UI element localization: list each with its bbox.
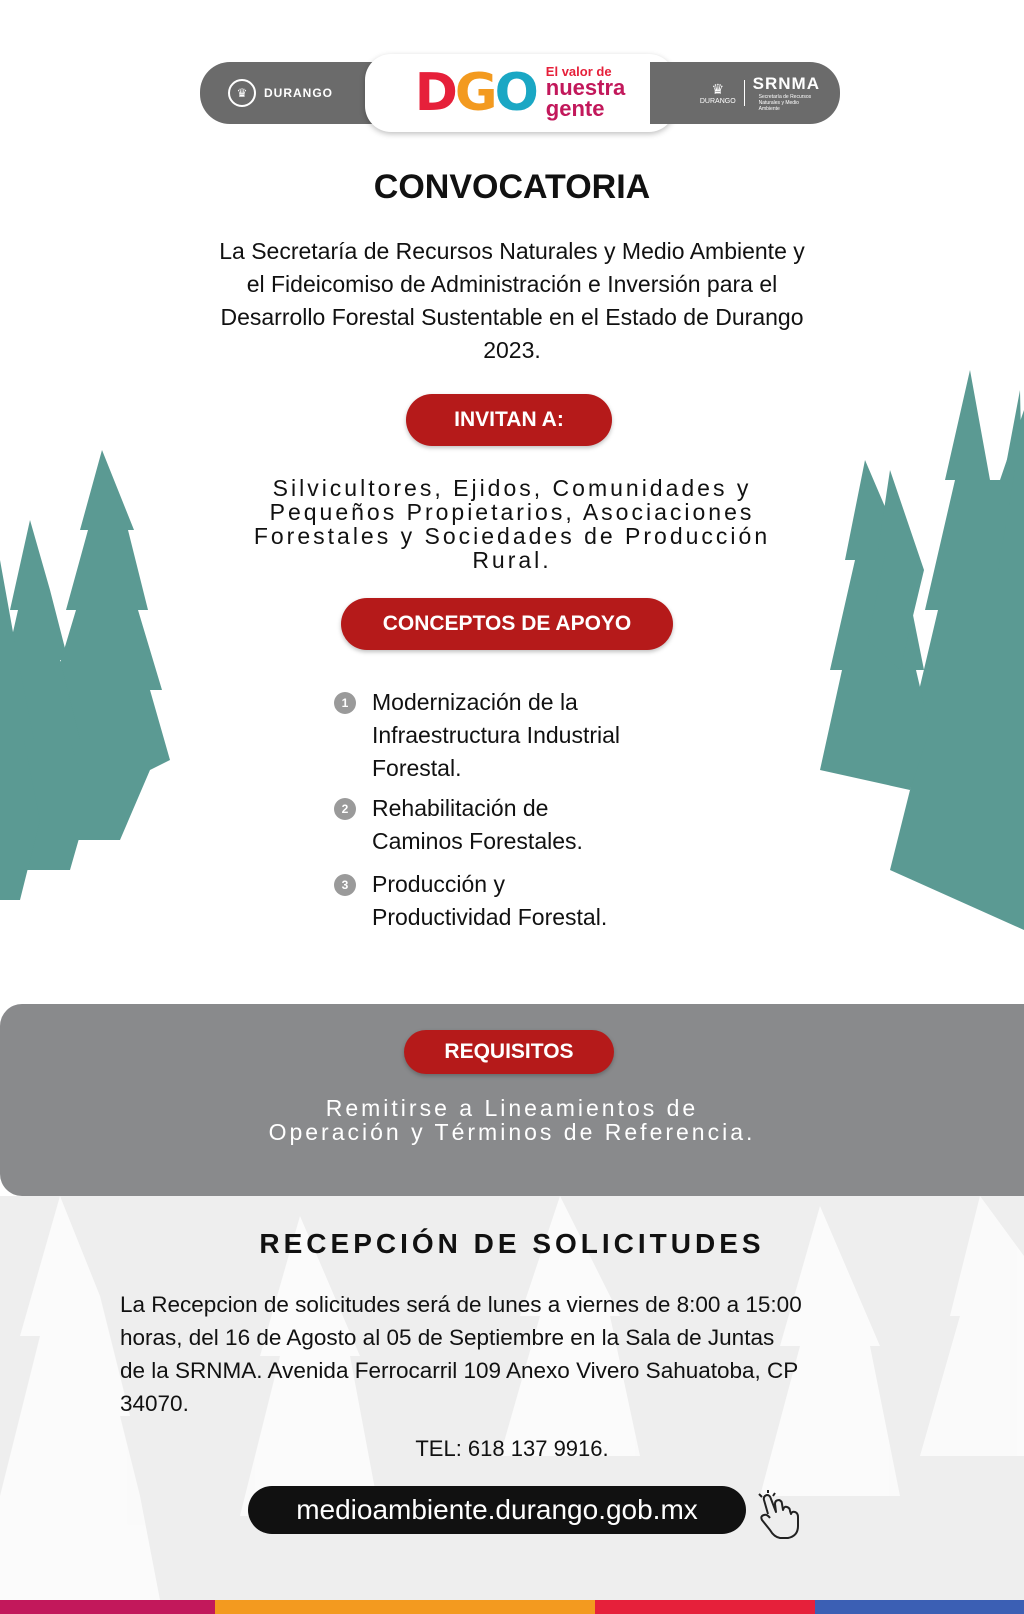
hand-pointer-icon — [756, 1490, 814, 1542]
phone-number: TEL: 618 137 9916. — [415, 1436, 609, 1461]
list-item — [334, 792, 734, 858]
right-trees-illustration — [820, 370, 1024, 950]
intro-paragraph — [170, 235, 854, 367]
logo-divider — [744, 80, 745, 106]
intro-line: 2023. — [483, 337, 541, 363]
srnma-logo — [650, 62, 840, 124]
requisitos-line: Remitirse a Lineamientos de — [325, 1095, 699, 1121]
invitados-line: Pequeños Propietarios, Asociaciones — [269, 499, 755, 525]
recepcion-line: La Recepcion de solicitudes será de lunes a viernes de 8:00 a 15:00 — [120, 1292, 802, 1317]
list-item-line: Forestal. — [372, 755, 462, 781]
recepcion-line: horas, del 16 de Agosto al 05 de Septiembre en la Sala de Juntas — [120, 1325, 775, 1350]
list-item — [334, 868, 734, 934]
recepcion-line: 34070. — [120, 1391, 189, 1416]
list-item — [334, 686, 734, 785]
list-item-line: Caminos Forestales. — [372, 828, 583, 854]
slogan-line-1: El valor de — [545, 63, 612, 79]
dgo-wordmark: DGO — [414, 63, 536, 123]
header-logo-bar — [200, 58, 840, 128]
requisitos-text — [160, 1096, 864, 1144]
srnma-durango-text: DURANGO — [699, 98, 736, 105]
recepcion-title: RECEPCIÓN DE SOLICITUDES — [259, 1228, 765, 1259]
slogan-line-3: gente — [545, 96, 605, 122]
page-title: CONVOCATORIA — [373, 168, 651, 206]
durango-logo-text: DURANGO — [264, 86, 333, 100]
dgo-slogan — [545, 63, 626, 122]
footer-stripe-orange — [215, 1600, 595, 1614]
number-badge: 1 — [334, 692, 356, 714]
recepcion-line: de la SRNMA. Avenida Ferrocarril 109 Anexo Vivero Sahuatoba, CP — [120, 1358, 799, 1383]
intro-line: La Secretaría de Recursos Naturales y Medio Ambiente y — [219, 238, 805, 264]
list-item-text — [372, 868, 607, 934]
number-badge: 2 — [334, 798, 356, 820]
requisitos-badge: REQUISITOS — [404, 1030, 614, 1074]
intro-line: el Fideicomiso de Administración e Inversión para el — [246, 271, 778, 297]
recepcion-paragraph — [120, 1288, 920, 1420]
durango-logo — [200, 62, 390, 124]
invitan-badge: INVITAN A: — [406, 394, 612, 446]
number-badge: 3 — [334, 874, 356, 896]
slogan-line-2: nuestra — [545, 75, 626, 101]
srnma-durango-mark — [700, 81, 736, 105]
invitados-text — [160, 476, 864, 572]
dgo-logo — [365, 54, 675, 132]
footer-stripe-blue — [815, 1600, 1024, 1614]
invitados-line: Rural. — [472, 547, 552, 573]
srnma-wordmark — [753, 74, 820, 112]
list-item-line: Producción y — [372, 871, 505, 897]
footer-stripe-red — [595, 1600, 815, 1614]
invitados-line: Forestales y Sociedades de Producción — [253, 523, 771, 549]
invitados-line: Silvicultores, Ejidos, Comunidades y — [272, 475, 752, 501]
durango-seal-icon: ♛ — [228, 79, 256, 107]
srnma-seal-icon: ♛ — [711, 81, 725, 97]
footer-stripe-magenta — [0, 1600, 215, 1614]
list-item-line: Modernización de la — [372, 689, 578, 715]
conceptos-badge: CONCEPTOS DE APOYO — [341, 598, 673, 650]
left-trees-illustration — [0, 440, 180, 900]
intro-line: Desarrollo Forestal Sustentable en el Estado de Durango — [220, 304, 804, 330]
list-item-line: Productividad Forestal. — [372, 904, 608, 930]
list-item-line: Rehabilitación de — [372, 795, 549, 821]
srnma-subtitle: Secretaría de Recursos Naturales y Medio Ambiente — [758, 94, 812, 112]
srnma-text: SRNMA — [752, 74, 820, 93]
conceptos-list — [334, 686, 734, 934]
website-link[interactable]: medioambiente.durango.gob.mx — [248, 1486, 746, 1534]
requisitos-line: Operación y Términos de Referencia. — [268, 1119, 756, 1145]
list-item-text — [372, 792, 583, 858]
list-item-line: Infraestructura Industrial — [372, 722, 621, 748]
list-item-text — [372, 686, 620, 785]
